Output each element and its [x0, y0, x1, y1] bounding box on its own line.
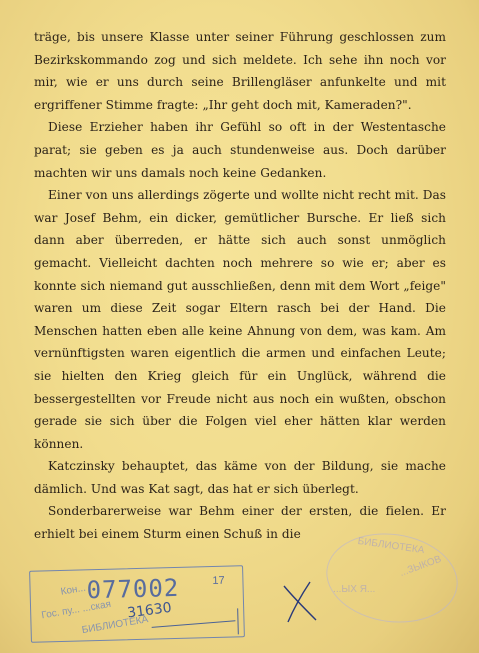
paragraph: Diese Erzieher haben ihr Gefühl so oft in der Westentasche parat; sie geben es ja auch stundenweise aus. Doch darüber machten wir uns damals noch keine Gedanken. [34, 120, 446, 180]
paragraph: träge, bis unsere Klasse unter seiner Führung geschlossen zum Bezirkskommando zog und sich meldete. Ich sehe ihn noch vor mir, wie er uns durch seine Brillengläser anfunkelte und mit ergriffener Stimme fragte: „Ihr geht doch mit, Kameraden?". [34, 30, 446, 112]
paragraph: Einer von uns allerdings zögerte und wollte nicht recht mit. Das war Josef Behm, ein dicker, gemütlicher Bursche. Er ließ sich dann aber überreden, er hätte sich auch sonst unmöglich gemacht. Vielleicht dachten noch mehrere so wie er; aber es konnte sich niemand gut ausschließen, denn mit dem Wort „feige" waren um diese Zeit sogar Eltern rasch bei der Hand. Die Menschen hatten eben alle keine Ahnung von dem, was kam. Am vernünftigsten waren eigentlich die armen und einfachen Leute; sie hielten den Krieg gleich für ein Unglück, während die bessergestellten vor Freude nicht aus noch ein wußten, obschon gerade sie sich über die Folgen viel eher hätten klar werden können. [34, 188, 446, 451]
oval-stamp-line: БИБЛИОТЕКА [356, 535, 426, 557]
paragraph: Katczinsky behauptet, das käme von der Bildung, sie mache dämlich. Und was Kat sagt, das hat er sich überlegt. [34, 459, 446, 496]
stamp-underline [152, 620, 236, 628]
paragraph: Sonderbarerweise war Behm einer der ersten, die fielen. Er erhielt bei einem Sturm einen Schuß in die [34, 504, 446, 542]
handwritten-number: 31630 [126, 599, 173, 622]
inventory-number: 077002 [86, 573, 180, 605]
stamp-divider [237, 608, 239, 634]
library-inventory-stamp [29, 565, 245, 643]
stamp-line: Гос. пу... ...ская [40, 598, 112, 622]
oval-stamp-line: ...ЗЫКОВ [398, 553, 443, 579]
stamp-line: Кон... [59, 582, 87, 598]
body-text [34, 26, 446, 546]
signature-mark [280, 578, 320, 624]
inventory-suffix: 17 [212, 574, 225, 588]
oval-stamp-line: ...ЫХ Я... [333, 583, 376, 595]
stamp-line: БИБЛИОТЕКА [81, 614, 150, 637]
